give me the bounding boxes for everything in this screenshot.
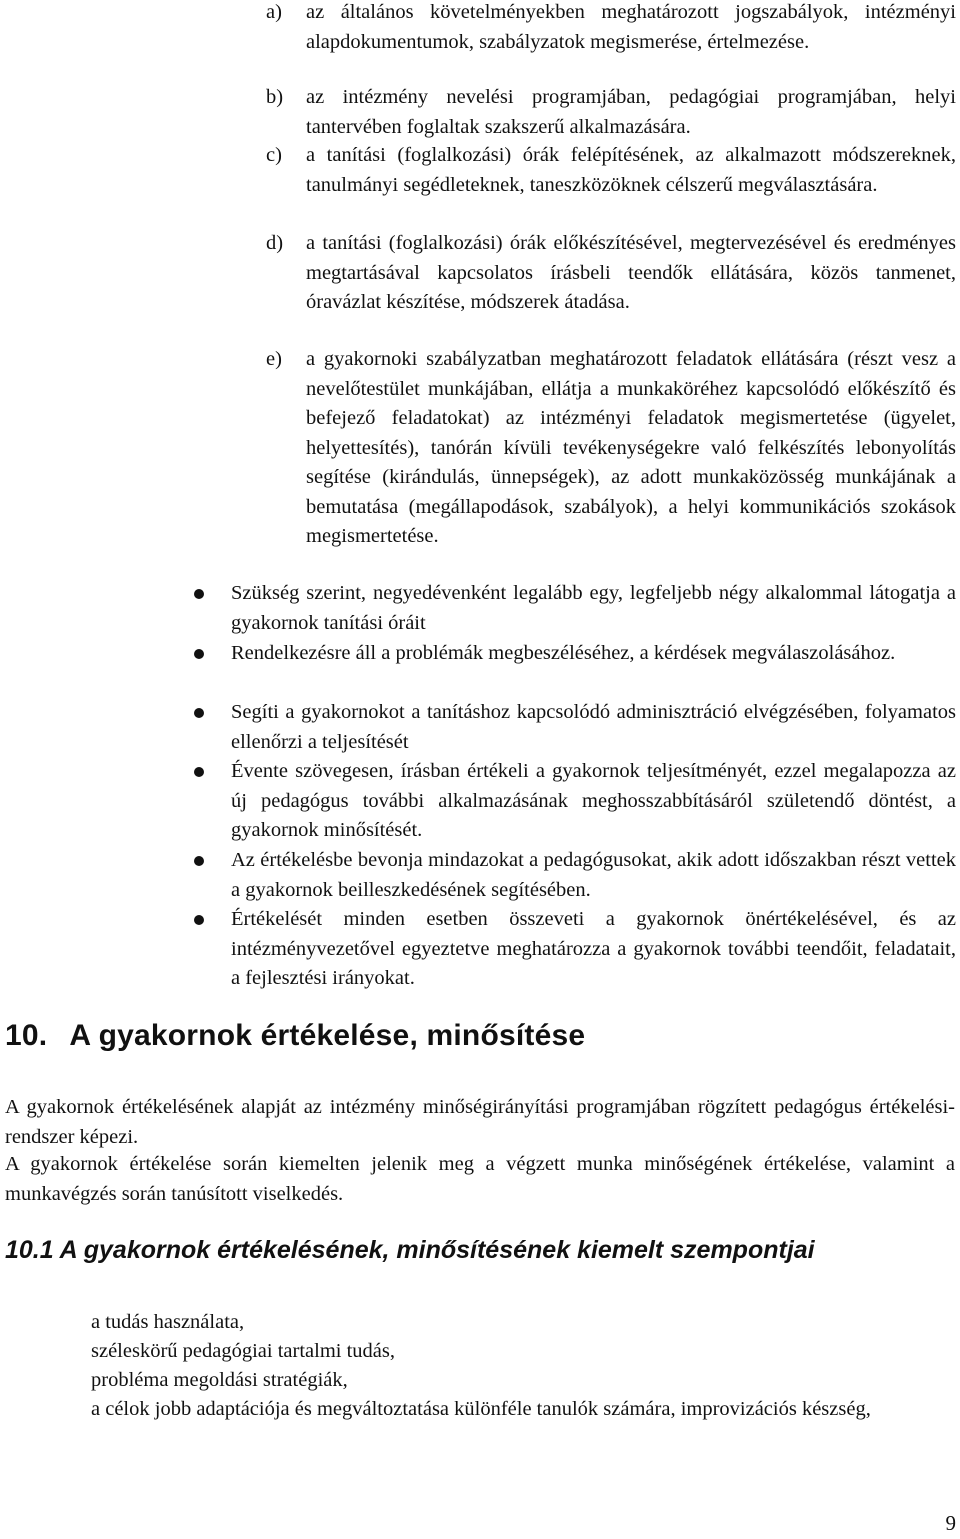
list-item-text: az intézmény nevelési programjában, pedagógiai programjában, helyi tantervében foglaltak szakszerű alkalmazására.	[306, 86, 956, 138]
bullet-item	[190, 905, 956, 994]
list-item-text: a gyakornoki szabályzatban meghatározott feladatok ellátására (részt vesz a nevelőtestület munkájában, ellátja a munkaköréhez kapcsolódó előkészítő és befejező feladatokat) az intézményi feladatok megismertetése (ügyelet, helyettesítés), tanórán kívüli tevékenységekre való felkészítés lebonyolítás segítése (kirándulás, ünnepségek), az adott munkaközösség munkájának a bemutatása (megállapodások, szabályok), a helyi kommunikációs szokások megismertetése.	[306, 348, 956, 547]
criterion: a célok jobb adaptációja és megváltoztatása különféle tanulók számára, improvizációs készség,	[91, 1398, 871, 1420]
list-item-text: a tanítási (foglalkozási) órák felépítésének, az alkalmazott módszereknek, tanulmányi segédleteknek, taneszközöknek célszerű megválasztására.	[306, 144, 956, 196]
criterion: a tudás használata,	[91, 1311, 245, 1333]
criterion: probléma megoldási stratégiák,	[91, 1369, 348, 1391]
list-marker: b)	[266, 86, 284, 108]
bullet-icon	[194, 649, 204, 659]
list-item-a	[266, 0, 956, 57]
bullet-item	[190, 639, 956, 669]
list-item-text: az általános követelményekben meghatározott jogszabályok, intézményi alapdokumentumok, szabályzatok megismerése, értelmezése.	[306, 1, 956, 53]
list-item-b	[266, 83, 956, 142]
paragraph: A gyakornok értékelése során kiemelten jelenik meg a végzett munka minőségének értékelése, valamint a munkavégzés során tanúsított viselkedés.	[5, 1153, 955, 1205]
list-item-text: a tanítási (foglalkozási) órák előkészítésével, megtervezésével és eredményes megtartásával kapcsolatos írásbeli teendők ellátására, közös tanmenet, óravázlat készítése, módszerek átadása.	[306, 232, 956, 313]
bullet-icon	[194, 915, 204, 925]
bullet-icon	[194, 708, 204, 718]
bullet-icon	[194, 589, 204, 599]
bullet-item	[190, 846, 956, 905]
list-item-d	[266, 229, 956, 318]
bullet-text: Segíti a gyakornokot a tanításhoz kapcsolódó adminisztráció elvégzésében, folyamatos ellenőrzi a teljesítését	[231, 701, 956, 753]
bullet-item	[190, 757, 956, 846]
section-heading	[5, 1016, 585, 1056]
page-number: 9	[945, 1511, 956, 1535]
section-number: 10.	[5, 1019, 48, 1052]
paragraph: A gyakornok értékelésének alapját az intézmény minőségirányítási programjában rögzített pedagógus értékelési-rendszer képezi.	[5, 1096, 955, 1148]
bullet-icon	[194, 767, 204, 777]
list-marker: a)	[266, 1, 282, 23]
list-marker: d)	[266, 232, 284, 254]
subsection-heading: 10.1 A gyakornok értékelésének, minősítésének kiemelt szempontjai	[5, 1236, 815, 1264]
list-marker: e)	[266, 348, 282, 370]
bullet-icon	[194, 856, 204, 866]
bullet-text: Az értékelésbe bevonja mindazokat a pedagógusokat, akik adott időszakban részt vettek a gyakornok beilleszkedésének segítésében.	[231, 849, 956, 901]
criterion: széleskörű pedagógiai tartalmi tudás,	[91, 1340, 395, 1362]
bullet-text: Évente szövegesen, írásban értékeli a gyakornok teljesítményét, ezzel megalapozza az új pedagógus további alkalmazásának meghosszabbításáról születendő döntést, a gyakornok minősítését.	[231, 760, 956, 841]
bullet-text: Szükség szerint, negyedévenként legalább egy, legfeljebb négy alkalommal látogatja a gyakornok tanítási óráit	[231, 582, 956, 634]
bullet-text: Értékelését minden esetben összeveti a gyakornok önértékelésével, és az intézményvezetővel egyeztetve meghatározza a gyakornok további teendőit, feladatait, a fejlesztési irányokat.	[231, 908, 956, 989]
bullet-item	[190, 698, 956, 757]
list-item-c	[266, 141, 956, 200]
section-title: A gyakornok értékelése, minősítése	[69, 1019, 586, 1052]
bullet-item	[190, 579, 956, 638]
list-item-e	[266, 345, 956, 552]
bullet-text: Rendelkezésre áll a problémák megbeszéléséhez, a kérdések megválaszolásához.	[231, 642, 896, 664]
list-marker: c)	[266, 144, 282, 166]
